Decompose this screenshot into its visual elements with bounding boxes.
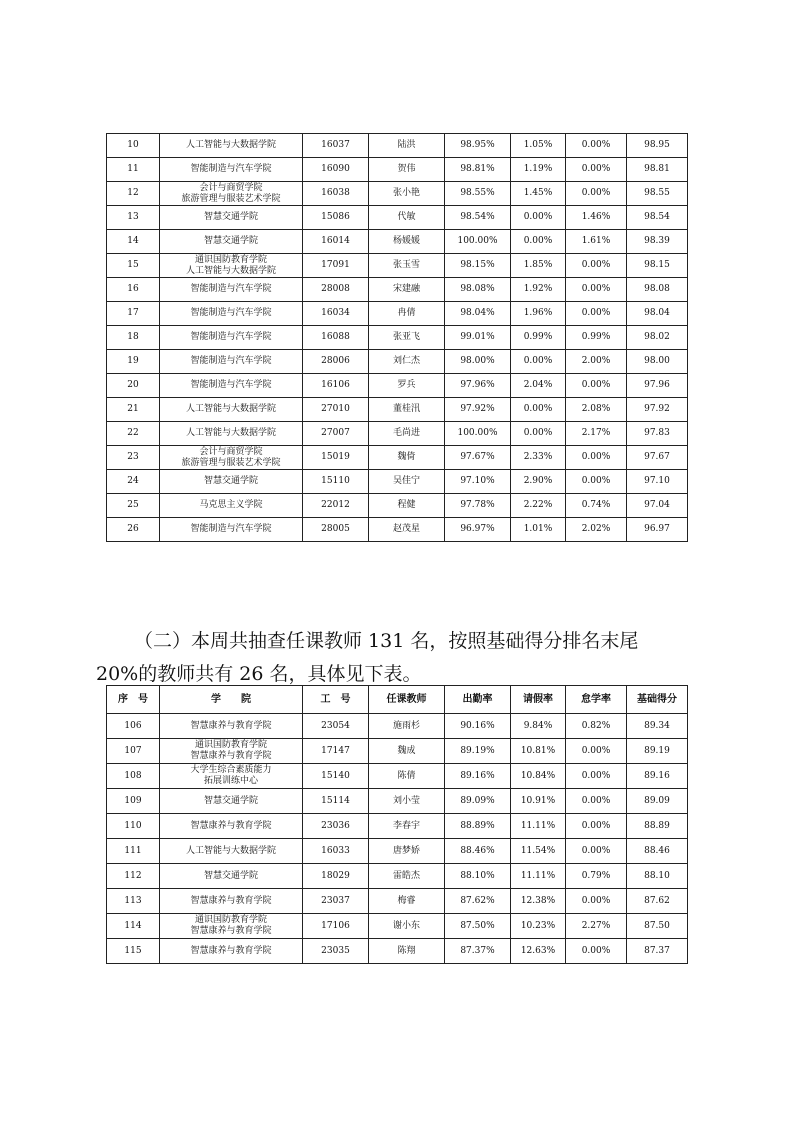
table-row [107, 446, 688, 470]
cell-id: 27007 [303, 422, 369, 446]
header-attendance: 出勤率 [445, 686, 511, 714]
cell-college [160, 206, 303, 230]
table-row [107, 914, 688, 939]
cell-absent: 0.00% [566, 446, 627, 470]
cell-rank: 108 [107, 764, 160, 789]
cell-rank: 112 [107, 864, 160, 889]
college-name-line: 智慧交通学院 [203, 795, 258, 806]
cell-attendance: 97.78% [445, 494, 511, 518]
cell-leave: 2.04% [511, 374, 566, 398]
cell-teacher: 魏成 [369, 739, 445, 764]
cell-teacher: 杨媛媛 [369, 230, 445, 254]
cell-id: 27010 [303, 398, 369, 422]
cell-absent: 0.79% [566, 864, 627, 889]
cell-score: 88.89 [627, 814, 688, 839]
cell-rank: 13 [107, 206, 160, 230]
cell-leave: 0.00% [511, 206, 566, 230]
cell-absent: 2.02% [566, 518, 627, 542]
table-row [107, 764, 688, 789]
cell-teacher: 代敏 [369, 206, 445, 230]
cell-score: 97.83 [627, 422, 688, 446]
cell-id: 23054 [303, 714, 369, 739]
cell-score: 98.15 [627, 254, 688, 278]
cell-score: 97.10 [627, 470, 688, 494]
cell-rank: 16 [107, 278, 160, 302]
cell-id: 15114 [303, 789, 369, 814]
cell-college [160, 864, 303, 889]
cell-leave: 0.00% [511, 230, 566, 254]
cell-id: 15086 [303, 206, 369, 230]
table-row [107, 864, 688, 889]
table-row [107, 278, 688, 302]
cell-teacher: 雷皓杰 [369, 864, 445, 889]
cell-college [160, 470, 303, 494]
header-absent: 怠学率 [566, 686, 627, 714]
cell-teacher: 毛尚进 [369, 422, 445, 446]
table-row [107, 254, 688, 278]
table-row [107, 739, 688, 764]
cell-score: 88.10 [627, 864, 688, 889]
cell-rank: 25 [107, 494, 160, 518]
bottom-20-percent-table-body [107, 714, 688, 964]
cell-leave: 10.81% [511, 739, 566, 764]
cell-college [160, 889, 303, 914]
cell-score: 88.46 [627, 839, 688, 864]
cell-attendance: 98.15% [445, 254, 511, 278]
cell-score: 98.55 [627, 182, 688, 206]
cell-college [160, 494, 303, 518]
cell-teacher: 刘仁杰 [369, 350, 445, 374]
cell-rank: 114 [107, 914, 160, 939]
cell-score: 97.96 [627, 374, 688, 398]
cell-teacher: 陈翔 [369, 939, 445, 964]
cell-rank: 113 [107, 889, 160, 914]
cell-score: 97.04 [627, 494, 688, 518]
table-row [107, 814, 688, 839]
table-row [107, 230, 688, 254]
cell-attendance: 98.55% [445, 182, 511, 206]
cell-id: 17106 [303, 914, 369, 939]
ranking-table-top [106, 133, 688, 542]
cell-absent: 2.27% [566, 914, 627, 939]
cell-rank: 15 [107, 254, 160, 278]
table-row [107, 134, 688, 158]
college-name-line: 智能制造与汽车学院 [190, 380, 272, 390]
cell-attendance: 100.00% [445, 230, 511, 254]
summary-paragraph [96, 625, 706, 691]
cell-rank: 107 [107, 739, 160, 764]
cell-leave: 12.38% [511, 889, 566, 914]
header-score: 基础得分 [627, 686, 688, 714]
cell-rank: 20 [107, 374, 160, 398]
cell-college [160, 814, 303, 839]
cell-absent: 0.00% [566, 739, 627, 764]
college-name-line: 智慧康养与教育学院 [190, 945, 272, 956]
cell-leave: 10.91% [511, 789, 566, 814]
cell-teacher: 张亚飞 [369, 326, 445, 350]
cell-id: 15019 [303, 446, 369, 470]
cell-rank: 18 [107, 326, 160, 350]
cell-leave: 2.90% [511, 470, 566, 494]
cell-score: 87.37 [627, 939, 688, 964]
cell-college [160, 326, 303, 350]
cell-attendance: 98.08% [445, 278, 511, 302]
cell-leave: 0.99% [511, 326, 566, 350]
cell-attendance: 88.46% [445, 839, 511, 864]
cell-leave: 11.54% [511, 839, 566, 864]
table-row [107, 182, 688, 206]
cell-id: 17147 [303, 739, 369, 764]
cell-attendance: 99.01% [445, 326, 511, 350]
cell-college [160, 739, 303, 764]
cell-college [160, 398, 303, 422]
ranking-table-top-body [107, 134, 688, 542]
table-row [107, 939, 688, 964]
cell-college [160, 182, 303, 206]
cell-id: 23036 [303, 814, 369, 839]
cell-rank: 12 [107, 182, 160, 206]
cell-college [160, 278, 303, 302]
college-name-line: 通识国防教育学院 [194, 915, 267, 925]
cell-college [160, 158, 303, 182]
bottom-20-percent-table [106, 685, 688, 964]
college-name-line: 人工智能与大数据学院 [185, 845, 276, 856]
table-row [107, 889, 688, 914]
college-name-line: 人工智能与大数据学院 [185, 140, 276, 150]
cell-leave: 1.01% [511, 518, 566, 542]
college-name-line: 马克思主义学院 [199, 500, 263, 510]
cell-college [160, 764, 303, 789]
cell-teacher: 梅睿 [369, 889, 445, 914]
table-row [107, 422, 688, 446]
cell-id: 28005 [303, 518, 369, 542]
cell-leave: 11.11% [511, 864, 566, 889]
cell-attendance: 100.00% [445, 422, 511, 446]
college-name-line: 智慧康养与教育学院 [190, 751, 272, 761]
cell-attendance: 98.04% [445, 302, 511, 326]
cell-id: 23035 [303, 939, 369, 964]
college-name-line: 智能制造与汽车学院 [190, 308, 272, 318]
cell-teacher: 程健 [369, 494, 445, 518]
cell-leave: 1.05% [511, 134, 566, 158]
cell-rank: 21 [107, 398, 160, 422]
college-name-line: 智能制造与汽车学院 [190, 332, 272, 342]
table-row [107, 302, 688, 326]
cell-absent: 0.82% [566, 714, 627, 739]
cell-rank: 14 [107, 230, 160, 254]
cell-id: 16088 [303, 326, 369, 350]
cell-leave: 1.92% [511, 278, 566, 302]
cell-attendance: 89.09% [445, 789, 511, 814]
cell-teacher: 魏倚 [369, 446, 445, 470]
college-name-line: 人工智能与大数据学院 [185, 265, 276, 276]
table-row [107, 158, 688, 182]
cell-rank: 22 [107, 422, 160, 446]
cell-teacher: 罗兵 [369, 374, 445, 398]
table-row [107, 518, 688, 542]
cell-college [160, 714, 303, 739]
cell-rank: 106 [107, 714, 160, 739]
cell-absent: 0.00% [566, 278, 627, 302]
cell-rank: 26 [107, 518, 160, 542]
summary-line-1: （二）本周共抽查任课教师 131 名，按照基础得分排名末尾 [134, 630, 639, 652]
cell-teacher: 唐梦娇 [369, 839, 445, 864]
college-name-line: 旅游管理与服装艺术学院 [181, 457, 281, 468]
cell-score: 87.62 [627, 889, 688, 914]
cell-attendance: 98.00% [445, 350, 511, 374]
table-row [107, 789, 688, 814]
table-row [107, 374, 688, 398]
cell-absent: 0.00% [566, 789, 627, 814]
cell-attendance: 87.62% [445, 889, 511, 914]
cell-absent: 0.00% [566, 158, 627, 182]
table-row [107, 350, 688, 374]
college-name-line: 拓展训练中心 [203, 776, 258, 786]
college-name-line: 通识国防教育学院 [194, 740, 267, 750]
cell-leave: 10.23% [511, 914, 566, 939]
cell-score: 89.16 [627, 764, 688, 789]
cell-attendance: 98.54% [445, 206, 511, 230]
cell-college [160, 134, 303, 158]
cell-rank: 110 [107, 814, 160, 839]
cell-rank: 10 [107, 134, 160, 158]
cell-leave: 0.00% [511, 398, 566, 422]
cell-rank: 24 [107, 470, 160, 494]
college-name-line: 智能制造与汽车学院 [190, 164, 272, 174]
cell-attendance: 89.16% [445, 764, 511, 789]
cell-attendance: 88.10% [445, 864, 511, 889]
cell-leave: 2.33% [511, 446, 566, 470]
cell-rank: 115 [107, 939, 160, 964]
cell-score: 87.50 [627, 914, 688, 939]
college-name-line: 人工智能与大数据学院 [185, 404, 276, 414]
cell-teacher: 赵茂星 [369, 518, 445, 542]
cell-college [160, 254, 303, 278]
cell-attendance: 96.97% [445, 518, 511, 542]
cell-id: 16033 [303, 839, 369, 864]
cell-id: 15140 [303, 764, 369, 789]
cell-id: 18029 [303, 864, 369, 889]
cell-leave: 2.22% [511, 494, 566, 518]
cell-leave: 10.84% [511, 764, 566, 789]
cell-score: 98.00 [627, 350, 688, 374]
cell-rank: 23 [107, 446, 160, 470]
cell-score: 97.92 [627, 398, 688, 422]
header-rank: 序 号 [107, 686, 160, 714]
cell-absent: 0.00% [566, 889, 627, 914]
header-id: 工 号 [303, 686, 369, 714]
college-name-line: 智慧康养与教育学院 [190, 720, 272, 731]
table-row [107, 326, 688, 350]
cell-id: 28008 [303, 278, 369, 302]
cell-absent: 2.17% [566, 422, 627, 446]
college-name-line: 人工智能与大数据学院 [185, 428, 276, 438]
cell-rank: 111 [107, 839, 160, 864]
cell-attendance: 89.19% [445, 739, 511, 764]
cell-id: 23037 [303, 889, 369, 914]
cell-college [160, 914, 303, 939]
cell-leave: 1.96% [511, 302, 566, 326]
cell-attendance: 98.81% [445, 158, 511, 182]
cell-teacher: 施雨杉 [369, 714, 445, 739]
cell-score: 98.08 [627, 278, 688, 302]
college-name-line: 智能制造与汽车学院 [190, 356, 272, 366]
cell-score: 98.54 [627, 206, 688, 230]
cell-teacher: 陈倩 [369, 764, 445, 789]
cell-score: 98.04 [627, 302, 688, 326]
cell-score: 98.02 [627, 326, 688, 350]
cell-attendance: 97.10% [445, 470, 511, 494]
cell-attendance: 87.50% [445, 914, 511, 939]
cell-id: 16106 [303, 374, 369, 398]
cell-score: 89.19 [627, 739, 688, 764]
cell-rank: 109 [107, 789, 160, 814]
cell-attendance: 97.67% [445, 446, 511, 470]
college-name-line: 大学生综合素质能力 [190, 765, 272, 775]
college-name-line: 智慧交通学院 [203, 236, 258, 246]
cell-id: 16038 [303, 182, 369, 206]
cell-attendance: 88.89% [445, 814, 511, 839]
table-row [107, 494, 688, 518]
cell-id: 17091 [303, 254, 369, 278]
cell-college [160, 374, 303, 398]
header-college: 学 院 [160, 686, 303, 714]
cell-id: 22012 [303, 494, 369, 518]
cell-score: 89.09 [627, 789, 688, 814]
cell-id: 15110 [303, 470, 369, 494]
cell-college [160, 422, 303, 446]
cell-attendance: 98.95% [445, 134, 511, 158]
college-name-line: 智能制造与汽车学院 [190, 284, 272, 294]
summary-line-2: 20%的教师共有 26 名，具体见下表。 [96, 663, 422, 685]
cell-college [160, 839, 303, 864]
cell-college [160, 789, 303, 814]
college-name-line: 智慧康养与教育学院 [190, 820, 272, 831]
table-row [107, 714, 688, 739]
cell-leave: 0.00% [511, 350, 566, 374]
cell-absent: 0.00% [566, 470, 627, 494]
cell-rank: 17 [107, 302, 160, 326]
table-row [107, 398, 688, 422]
cell-teacher: 贺伟 [369, 158, 445, 182]
cell-absent: 0.00% [566, 814, 627, 839]
college-name-line: 智慧交通学院 [203, 476, 258, 486]
cell-score: 98.81 [627, 158, 688, 182]
cell-score: 98.95 [627, 134, 688, 158]
cell-absent: 1.46% [566, 206, 627, 230]
college-name-line: 智能制造与汽车学院 [190, 524, 272, 534]
college-name-line: 智慧康养与教育学院 [190, 926, 272, 936]
cell-leave: 1.45% [511, 182, 566, 206]
cell-score: 89.34 [627, 714, 688, 739]
college-name-line: 会计与商贸学院 [199, 446, 263, 457]
cell-teacher: 谢小东 [369, 914, 445, 939]
cell-college [160, 446, 303, 470]
cell-absent: 0.74% [566, 494, 627, 518]
table-row [107, 470, 688, 494]
cell-id: 16090 [303, 158, 369, 182]
cell-absent: 0.99% [566, 326, 627, 350]
cell-teacher: 李春宇 [369, 814, 445, 839]
cell-teacher: 吴佳宁 [369, 470, 445, 494]
cell-teacher: 刘小莹 [369, 789, 445, 814]
cell-leave: 0.00% [511, 422, 566, 446]
cell-absent: 0.00% [566, 254, 627, 278]
cell-absent: 0.00% [566, 764, 627, 789]
cell-rank: 11 [107, 158, 160, 182]
cell-college [160, 939, 303, 964]
cell-id: 16014 [303, 230, 369, 254]
cell-college [160, 302, 303, 326]
cell-teacher: 陆洪 [369, 134, 445, 158]
cell-leave: 11.11% [511, 814, 566, 839]
cell-absent: 2.00% [566, 350, 627, 374]
cell-attendance: 87.37% [445, 939, 511, 964]
cell-teacher: 冉倩 [369, 302, 445, 326]
cell-absent: 0.00% [566, 302, 627, 326]
college-name-line: 旅游管理与服装艺术学院 [181, 193, 281, 204]
cell-teacher: 董桂汛 [369, 398, 445, 422]
cell-leave: 9.84% [511, 714, 566, 739]
cell-teacher: 张玉雪 [369, 254, 445, 278]
cell-absent: 0.00% [566, 374, 627, 398]
table-row [107, 839, 688, 864]
cell-attendance: 97.92% [445, 398, 511, 422]
cell-leave: 12.63% [511, 939, 566, 964]
cell-college [160, 518, 303, 542]
college-name-line: 智慧康养与教育学院 [190, 895, 272, 906]
college-name-line: 会计与商贸学院 [199, 182, 263, 193]
cell-absent: 0.00% [566, 839, 627, 864]
header-leave: 请假率 [511, 686, 566, 714]
college-name-line: 智慧交通学院 [203, 870, 258, 881]
cell-absent: 0.00% [566, 182, 627, 206]
cell-leave: 1.19% [511, 158, 566, 182]
cell-absent: 1.61% [566, 230, 627, 254]
college-name-line: 通识国防教育学院 [194, 254, 267, 265]
cell-absent: 0.00% [566, 939, 627, 964]
cell-id: 16037 [303, 134, 369, 158]
cell-id: 16034 [303, 302, 369, 326]
table-header-row [107, 686, 688, 714]
cell-score: 97.67 [627, 446, 688, 470]
cell-college [160, 230, 303, 254]
cell-rank: 19 [107, 350, 160, 374]
header-teacher: 任课教师 [369, 686, 445, 714]
cell-absent: 2.08% [566, 398, 627, 422]
cell-id: 28006 [303, 350, 369, 374]
table-row [107, 206, 688, 230]
cell-score: 98.39 [627, 230, 688, 254]
cell-absent: 0.00% [566, 134, 627, 158]
cell-attendance: 97.96% [445, 374, 511, 398]
cell-score: 96.97 [627, 518, 688, 542]
cell-teacher: 宋建融 [369, 278, 445, 302]
cell-teacher: 张小艳 [369, 182, 445, 206]
college-name-line: 智慧交通学院 [203, 212, 258, 222]
cell-leave: 1.85% [511, 254, 566, 278]
cell-attendance: 90.16% [445, 714, 511, 739]
cell-college [160, 350, 303, 374]
